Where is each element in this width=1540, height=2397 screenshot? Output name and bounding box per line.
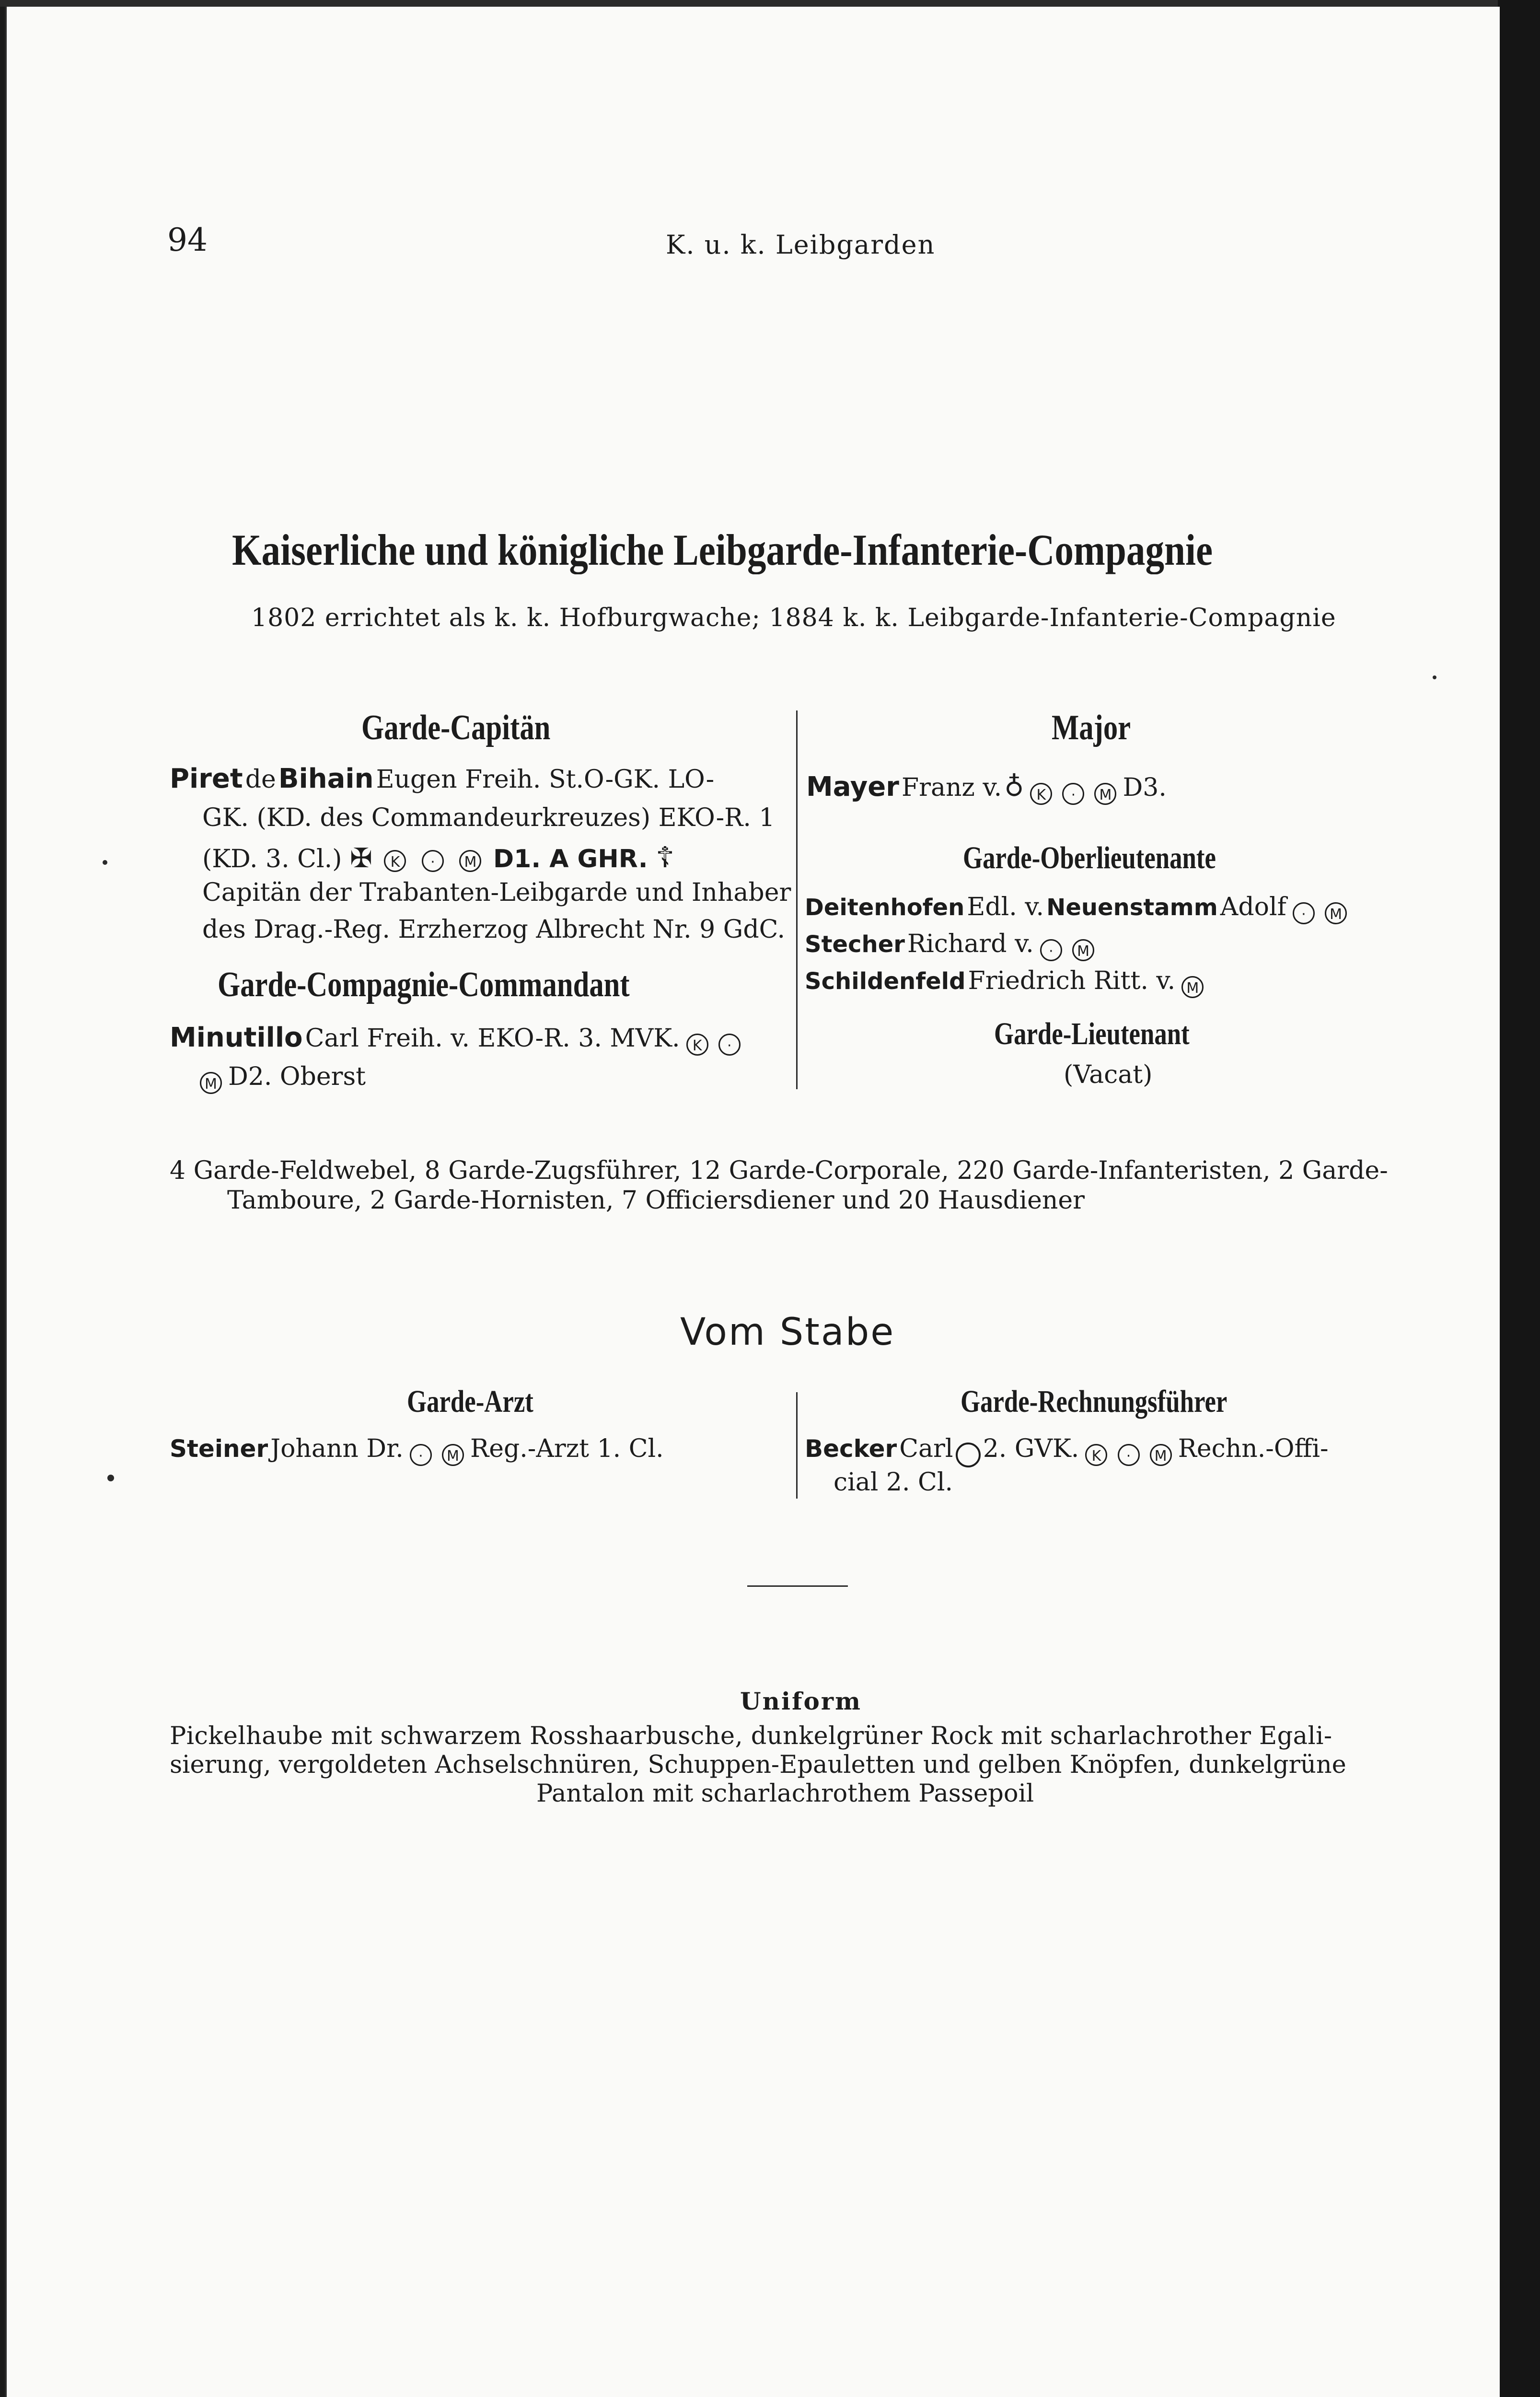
mayer-text: Franz v. (902, 773, 1002, 802)
rech-heading: Garde-Rechnungsführer (961, 1384, 1227, 1419)
rech-entry (805, 1434, 1329, 1467)
strength-line1: 4 Garde-Feldwebel, 8 Garde-Zugsführer, 12 Garde-Corporale, 220 Garde-Infanteristen, 2 Garde- (170, 1156, 1388, 1185)
piret-entry-line1 (170, 763, 714, 794)
stecher-name: Stecher (805, 931, 905, 958)
minutillo-text-line1: Carl Freih. v. EKO-R. 3. MVK. (305, 1024, 680, 1053)
dot-medal-icon: · (422, 850, 444, 872)
becker-line2: cial 2. Cl. (834, 1468, 953, 1497)
main-title: Kaiserliche und königliche Leibgarde-Infanterie-Compagnie (232, 525, 1213, 574)
stab-column-divider (796, 1392, 798, 1499)
deitenhofen-name: Deitenhofen (805, 894, 965, 921)
minutillo-name: Minutillo (170, 1022, 303, 1053)
piret-text-line2: GK. (KD. des Commandeurkreuzes) EKO-R. 1 (202, 803, 775, 832)
m-medal-icon: M (459, 850, 481, 872)
oberlt-heading: Garde-Oberlieutenante (963, 840, 1216, 875)
piret-name: Piret (170, 763, 243, 794)
oberlt-entry-2 (805, 930, 1098, 961)
m-medal-icon: M (1094, 783, 1116, 805)
deitenhofen-text: Edl. v. (967, 893, 1044, 921)
order-icon: ☦ (656, 841, 675, 874)
piret-text-line5: des Drag.-Reg. Erzherzog Albrecht Nr. 9 GdC. (202, 915, 786, 944)
dot-medal-icon: · (718, 1034, 741, 1056)
piret-name2: Bihain (278, 763, 374, 794)
schildenfeld-text: Friedrich Ritt. v. (968, 966, 1176, 995)
subtitle: 1802 errichtet als k. k. Hofburgwache; 1884 k. k. Leibgarde-Infanterie-Compagnie (251, 604, 1336, 632)
uniform-heading: Uniform (740, 1687, 862, 1715)
capitan-heading: Garde-Capitän (361, 708, 551, 747)
deitenhofen-text2: Adolf (1220, 893, 1286, 921)
oberlt-entry-3 (805, 966, 1207, 998)
scan-speck (1433, 675, 1436, 679)
dot-medal-icon: · (1040, 939, 1062, 961)
m-medal-icon: M (200, 1072, 222, 1094)
becker-name: Becker (805, 1435, 897, 1463)
major-heading: Major (1052, 708, 1131, 747)
stecher-text: Richard v. (907, 930, 1034, 958)
flourish-ornament-icon (692, 2392, 898, 2397)
scan-speck (103, 860, 107, 865)
mayer-entry (806, 771, 1167, 805)
m-medal-icon: M (1325, 902, 1347, 924)
k-medal-icon: K (686, 1034, 708, 1056)
minutillo-text-line2: D2. Oberst (228, 1062, 366, 1091)
becker-text1: Carl (899, 1434, 953, 1463)
scan-edge-right (1498, 0, 1540, 2397)
piret-text-line3b: D1. A GHR. (493, 845, 648, 873)
piret-text-line4: Capitän der Trabanten-Leibgarde und Inhaber (202, 878, 791, 907)
cross-icon: ✠ (349, 843, 372, 874)
document-page (5, 7, 1500, 2397)
scan-speck (107, 1475, 114, 1481)
column-divider (796, 710, 798, 1089)
m-medal-icon: M (1150, 1444, 1172, 1466)
dot-medal-icon: · (1062, 783, 1084, 805)
piret-text-line1: Eugen Freih. St.O-GK. LO- (376, 765, 715, 794)
commandant-heading: Garde-Compagnie-Commandant (218, 965, 630, 1004)
strength-line2: Tamboure, 2 Garde-Hornisten, 7 Officiersdiener und 20 Hausdiener (227, 1186, 1085, 1215)
uniform-line3: Pantalon mit scharlachrothem Passepoil (536, 1780, 1034, 1808)
ring-icon (956, 1443, 981, 1467)
minutillo-entry-line1 (170, 1022, 744, 1056)
steiner-name: Steiner (170, 1435, 268, 1463)
steiner-text2: Reg.-Arzt 1. Cl. (470, 1434, 664, 1463)
order-icon: ♁ (1004, 771, 1024, 803)
k-medal-icon: K (1085, 1444, 1107, 1466)
becker-text2: 2. GVK. (983, 1434, 1079, 1463)
lt-vacat: (Vacat) (1064, 1060, 1153, 1089)
stab-heading: Vom Stabe (680, 1311, 895, 1354)
arzt-entry (170, 1434, 664, 1466)
m-medal-icon: M (442, 1444, 464, 1466)
running-title: K. u. k. Leibgarden (666, 230, 936, 260)
piret-text-line3a: (KD. 3. Cl.) (202, 845, 342, 873)
dot-medal-icon: · (410, 1444, 432, 1466)
becker-text3: Rechn.-Offi- (1178, 1434, 1329, 1463)
piret-de: de (245, 765, 276, 794)
mayer-name: Mayer (806, 771, 899, 803)
uniform-line2: sierung, vergoldeten Achselschnüren, Schuppen-Epauletten und gelben Knöpfen, dunkelgrüne (170, 1751, 1346, 1779)
page-number: 94 (167, 221, 208, 258)
scan-edge-top (0, 0, 1540, 7)
piret-entry-line3 (202, 841, 674, 874)
arzt-heading: Garde-Arzt (407, 1384, 533, 1419)
schildenfeld-name: Schildenfeld (805, 968, 966, 995)
minutillo-entry-line2 (196, 1062, 366, 1094)
m-medal-icon: M (1181, 976, 1204, 998)
dot-medal-icon: · (1293, 902, 1315, 924)
steiner-text1: Johann Dr. (270, 1434, 404, 1463)
neuenstamm-name: Neuenstamm (1046, 894, 1218, 921)
section-rule (747, 1585, 848, 1587)
k-medal-icon: K (384, 850, 406, 872)
lt-heading: Garde-Lieutenant (994, 1016, 1190, 1051)
k-medal-icon: K (1030, 783, 1052, 805)
mayer-end: D3. (1123, 773, 1167, 802)
uniform-line1: Pickelhaube mit schwarzem Rosshaarbusche, dunkelgrüner Rock mit scharlachrother Egali- (170, 1722, 1332, 1750)
m-medal-icon: M (1072, 939, 1094, 961)
oberlt-entry-1 (805, 893, 1351, 924)
dot-medal-icon: · (1118, 1444, 1140, 1466)
